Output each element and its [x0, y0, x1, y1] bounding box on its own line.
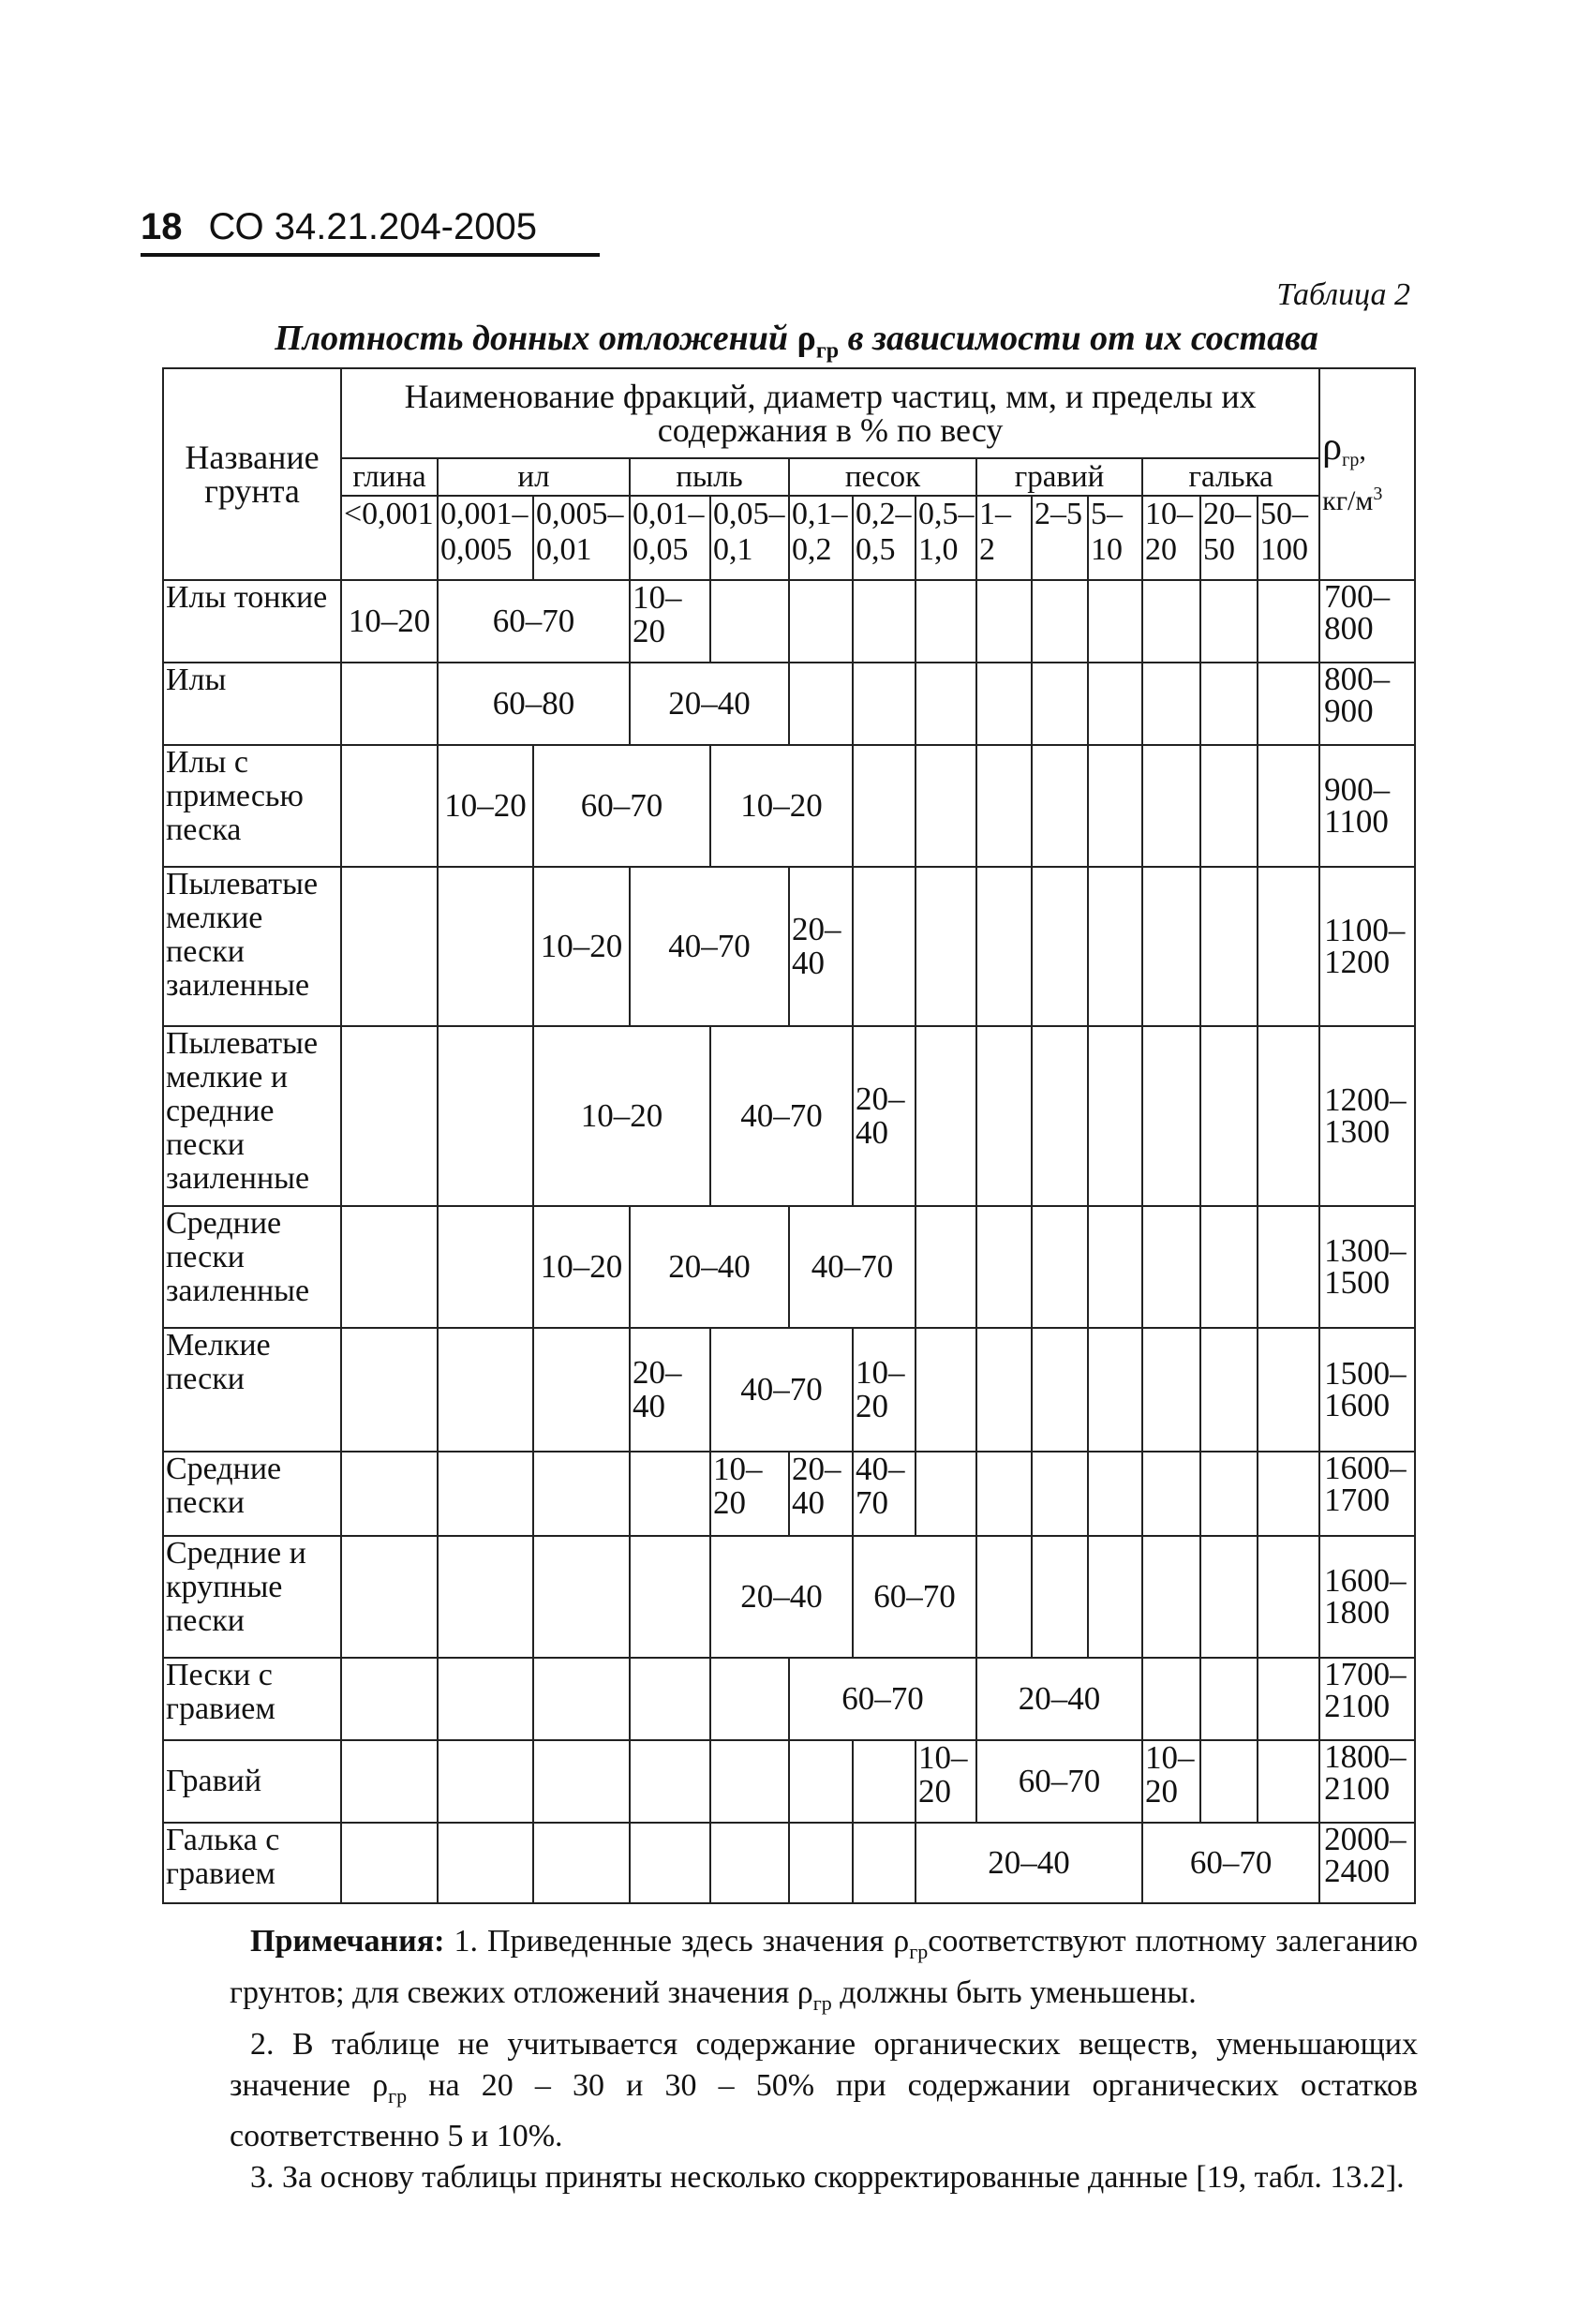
value-cell: 10–20	[710, 1452, 789, 1536]
density-value: 1200–1300	[1319, 1026, 1415, 1206]
value-cell: 20–40	[976, 1658, 1142, 1740]
value-cell: 10–20	[916, 1740, 976, 1823]
fraction-cell: 0,001– 0,005	[438, 496, 533, 580]
density-value: 2000–2400	[1319, 1823, 1415, 1903]
table-row	[163, 580, 1415, 663]
group-pebble: галька	[1142, 458, 1319, 496]
value-cell: 10–20	[438, 745, 533, 867]
soil-name: Средние пески	[163, 1452, 341, 1536]
table-row	[163, 1026, 1415, 1206]
table-row	[163, 1823, 1415, 1903]
value-cell: 60–70	[438, 580, 630, 663]
value-cell: 10–20	[533, 867, 630, 1026]
fraction-cell: 0,1– 0,2	[789, 496, 853, 580]
value-cell: 10–20	[341, 580, 438, 663]
density-value: 1300–1500	[1319, 1206, 1415, 1328]
soil-name: Средние пески заиленные	[163, 1206, 341, 1328]
group-sand: песок	[789, 458, 976, 496]
value-cell: 60–80	[438, 663, 630, 745]
header-fractions: Наименование фракций, диаметр частиц, мм, и пределы их содержания в % по весу	[341, 368, 1319, 458]
fraction-cell: 0,01– 0,05	[630, 496, 710, 580]
table-row	[163, 1740, 1415, 1823]
note-2: 2. В таблице не учитывается содержание органических веществ, уменьшающих значение $\rho_{гр}$ на 20 – 30 и 30 – 50% при содержании органических остатков соответственно 5 и 10%.	[230, 2026, 1419, 2154]
table-row	[163, 745, 1415, 867]
fraction-cell: 0,2– 0,5	[853, 496, 916, 580]
group-silt: ил	[438, 458, 630, 496]
soil-name: Пески с гравием	[163, 1658, 341, 1740]
density-value: 1800–2100	[1319, 1740, 1415, 1823]
fraction-cell: 0,5– 1,0	[916, 496, 976, 580]
soil-name: Мелкие пески	[163, 1328, 341, 1452]
value-cell: 40–70	[710, 1026, 853, 1206]
table-row	[163, 1206, 1415, 1328]
soil-name: Гравий	[163, 1740, 341, 1823]
fraction-cell: 5– 10	[1088, 496, 1142, 580]
value-cell: 10–20	[533, 1026, 710, 1206]
density-value: 1100–1200	[1319, 867, 1415, 1026]
note-3: 3. За основу таблицы приняты несколько скорректированные данные [19, табл. 13.2].	[250, 2160, 1405, 2196]
value-cell: 60–70	[533, 745, 710, 867]
value-cell: 40–70	[710, 1328, 853, 1452]
density-value: 700–800	[1319, 580, 1415, 663]
value-cell: 20–40	[630, 663, 789, 745]
density-value: 1700–2100	[1319, 1658, 1415, 1740]
density-value: 800–900	[1319, 663, 1415, 745]
density-value: 900–1100	[1319, 745, 1415, 867]
soil-name: Галька с гравием	[163, 1823, 341, 1903]
table-label: Таблица 2	[1276, 277, 1410, 312]
table-row	[163, 1328, 1415, 1452]
value-cell: 20–40	[853, 1026, 916, 1206]
header-soil-name: Название грунта	[163, 368, 341, 580]
value-cell: 20–40	[630, 1206, 789, 1328]
soil-name: Илы с примесью песка	[163, 745, 341, 867]
table-row	[163, 867, 1415, 1026]
value-cell: 40–70	[789, 1206, 916, 1328]
fraction-cell: 2–5	[1032, 496, 1088, 580]
value-cell: 20–40	[789, 867, 853, 1026]
value-cell: 10–20	[533, 1206, 630, 1328]
density-table	[162, 367, 1416, 1904]
value-cell: 60–70	[1142, 1823, 1319, 1903]
value-cell: 20–40	[630, 1328, 710, 1452]
value-cell: 10–20	[1142, 1740, 1200, 1823]
fraction-cell: 50– 100	[1258, 496, 1319, 580]
value-cell: 10–20	[630, 580, 710, 663]
fraction-cell: 1– 2	[976, 496, 1032, 580]
value-cell: 60–70	[976, 1740, 1142, 1823]
header-density: $\rho_{гр}$, $кг/м^3$	[1319, 368, 1415, 580]
note-1: Примечания: 1. Приведенные здесь значения $\rho_{гр}соответствуют$ плотному залеганию грунтов; для свежих отложений значения $\rho_{гр}$ должны быть уменьшены.	[230, 1924, 1418, 2015]
table-title: Плотность донных отложений $\rho_{гр}$ в зависимости от их состава	[275, 319, 1318, 364]
value-cell: 20–40	[710, 1536, 853, 1658]
table-row	[163, 1536, 1415, 1658]
table-fraction-row	[163, 496, 1415, 580]
group-dust: пыль	[630, 458, 789, 496]
value-cell: 40–70	[630, 867, 789, 1026]
value-cell: 10–20	[710, 745, 853, 867]
fraction-cell: 0,005– 0,01	[533, 496, 630, 580]
fraction-cell: 0,05– 0,1	[710, 496, 789, 580]
table-header-row	[163, 368, 1415, 458]
soil-name: Пылеватые мелкие и средние пески заиленные	[163, 1026, 341, 1206]
group-clay: глина	[341, 458, 438, 496]
soil-name: Илы	[163, 663, 341, 745]
table-notes	[230, 1921, 1418, 2198]
value-cell: 10–20	[853, 1328, 916, 1452]
value-cell: 40–70	[853, 1452, 916, 1536]
soil-name: Илы тонкие	[163, 580, 341, 663]
page-header	[141, 204, 600, 257]
value-cell: 20–40	[916, 1823, 1142, 1903]
density-value: 1600–1800	[1319, 1536, 1415, 1658]
page-number: 18	[141, 206, 183, 247]
table-row	[163, 663, 1415, 745]
group-gravel: гравий	[976, 458, 1142, 496]
table-row	[163, 1658, 1415, 1740]
density-value: 1500–1600	[1319, 1328, 1415, 1452]
table-row	[163, 1452, 1415, 1536]
value-cell: 60–70	[789, 1658, 976, 1740]
document-code: СО 34.21.204-2005	[208, 206, 537, 247]
soil-name: Средние и крупные пески	[163, 1536, 341, 1658]
value-cell: 60–70	[853, 1536, 976, 1658]
fraction-cell: <0,001	[341, 496, 438, 580]
soil-name: Пылеватые мелкие пески заиленные	[163, 867, 341, 1026]
value-cell: 20–40	[789, 1452, 853, 1536]
fraction-cell: 10– 20	[1142, 496, 1200, 580]
density-value: 1600–1700	[1319, 1452, 1415, 1536]
fraction-cell: 20– 50	[1200, 496, 1258, 580]
table-group-row	[163, 458, 1415, 496]
